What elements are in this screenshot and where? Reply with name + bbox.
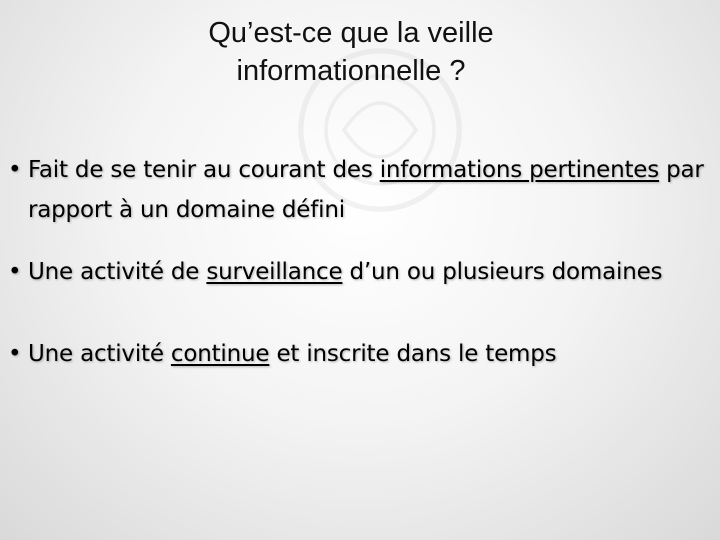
bullet-text: Une activité (28, 341, 171, 367)
bullet-item-3 (6, 334, 718, 374)
bullet-keyword: continue (170, 341, 270, 367)
bullet-list (6, 150, 718, 374)
bullet-text: par rapport à un domaine défini (28, 157, 704, 223)
bullet-marker: • (8, 341, 22, 367)
bullet-marker: • (8, 259, 22, 285)
bullet-marker: • (8, 157, 22, 183)
bullet-text: et inscrite dans le temps (269, 341, 557, 367)
slide-title-line-2: informationnelle ? (236, 55, 466, 87)
bullet-keyword: surveillance (206, 259, 343, 285)
bullet-item-1 (6, 150, 718, 230)
slide-title-line-1: Qu’est-ce que la veille (208, 17, 494, 49)
bullet-text: d’un ou plusieurs domaines (342, 259, 663, 285)
bullet-text: Fait de se tenir au courant des (28, 157, 380, 183)
bullet-item-2 (6, 252, 718, 292)
bullet-text: Une activité de (28, 259, 207, 285)
bullet-keyword: informations pertinentes (379, 157, 660, 183)
slide-title (0, 14, 702, 90)
